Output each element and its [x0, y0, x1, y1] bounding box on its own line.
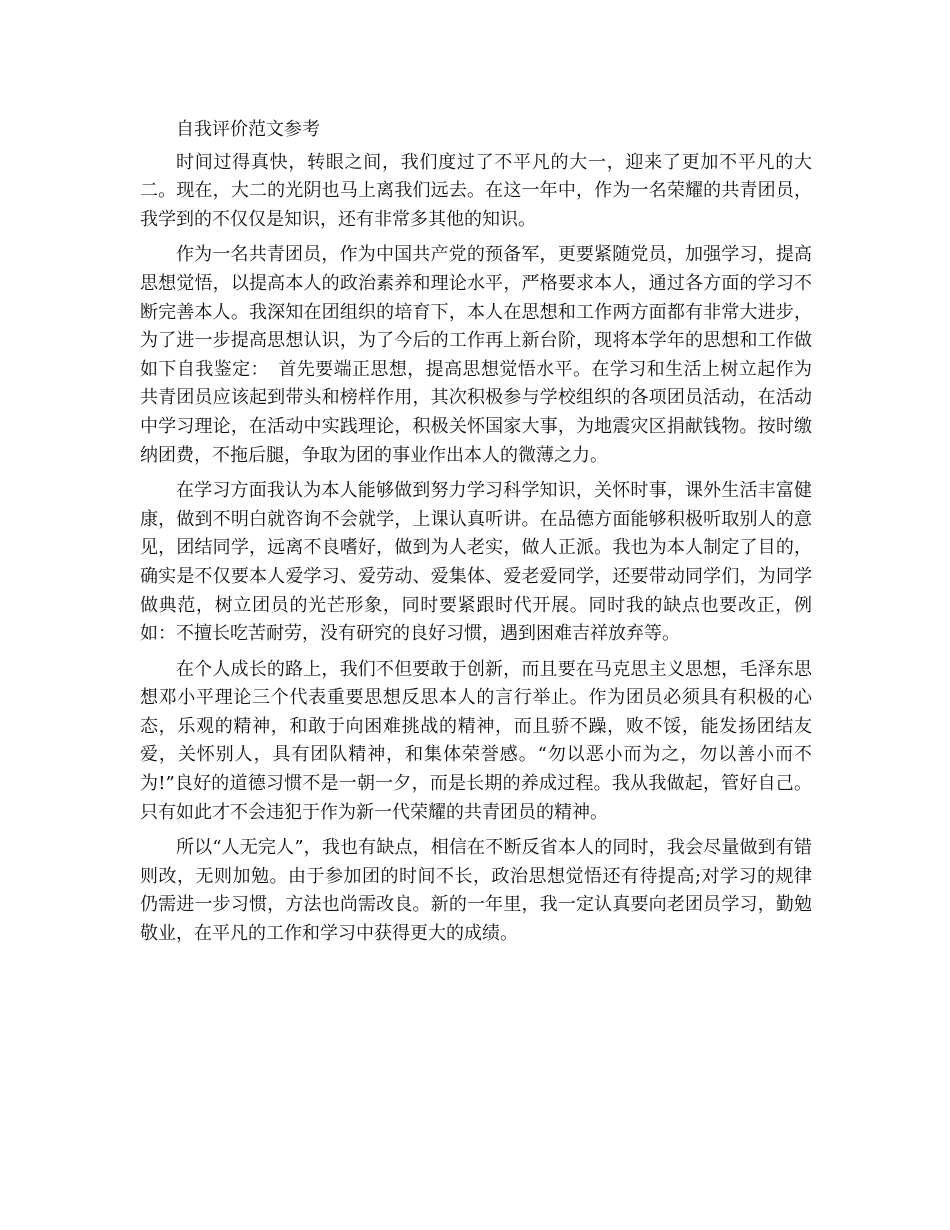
document-body: [140, 116, 812, 949]
paragraph-conclusion: 所以“人无完人”，我也有缺点，相信在不断反省本人的同时，我会尽量做到有错则改，无则加勉。由于参加团的时间不长，政治思想觉悟还有待提高;对学习的规律仍需进一步习惯，方法也尚需改良。新的一年里，我一定认真要向老团员学习，勤勉敬业，在平凡的工作和学习中获得更大的成绩。: [140, 837, 812, 945]
paragraph-study-morality: 在学习方面我认为本人能够做到努力学习科学知识，关怀时事，课外生活丰富健康，做到不明白就咨询不会就学，上课认真听讲。在品德方面能够积极听取别人的意见，团结同学，远离不良嗜好，做到为人老实，做人正派。我也为本人制定了目的，确实是不仅要本人爱学习、爱劳动、爱集体、爱老爱同学，还要带动同学们，为同学做典范，树立团员的光芒形象，同时要紧跟时代开展。同时我的缺点也要改正，例如：不擅长吃苦耐劳，没有研究的良好习惯，遇到困难吉祥放弃等。: [140, 480, 812, 645]
document-title: 自我评价范文参考: [176, 119, 320, 140]
paragraph-intro: 时间过得真快，转眼之间，我们度过了不平凡的大一，迎来了更加不平凡的大二。现在，大二的光阴也马上离我们远去。在这一年中，作为一名荣耀的共青团员，我学到的不仅仅是知识，还有非常多其他的知识。: [140, 151, 812, 230]
paragraph-growth: 在个人成长的路上，我们不但要敢于创新，而且要在马克思主义思想，毛泽东思想邓小平理论三个代表重要思想反思本人的言行举止。作为团员必须具有积极的心态，乐观的精神，和敢于向困难挑战的精神，而且骄不躁，败不馁，能发扬团结友爱，关怀别人，具有团队精神，和集体荣誉感。“勿以恶小而为之，勿以善小而不为!”良好的道德习惯不是一朝一夕，而是长期的养成过程。我从我做起，管好自己。只有如此才不会违犯于作为新一代荣耀的共青团员的精神。: [140, 658, 812, 823]
paragraph-thought: 作为一名共青团员，作为中国共产党的预备军，更要紧随党员，加强学习，提高思想觉悟，以提高本人的政治素养和理论水平，严格要求本人，通过各方面的学习不断完善本人。我深知在团组织的培育下，本人在思想和工作两方面都有非常大进步，为了进一步提高思想认识，为了今后的工作再上新台阶，现将本学年的思想和工作做如下自我鉴定： 首先要端正思想，提高思想觉悟水平。在学习和生活上树立起作为共青团员应该起到带头和榜样作用，其次积极参与学校组织的各项团员活动，在活动中学习理论，在活动中实践理论，积极关怀国家大事，为地震灾区捐献钱物。按时缴纳团费，不拖后腿，争取为团的事业作出本人的微薄之力。: [140, 244, 812, 466]
